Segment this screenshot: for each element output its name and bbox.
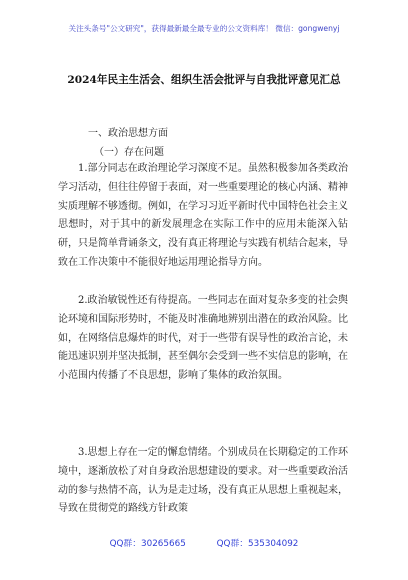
paragraph-3: 3.思想上存在一定的懈怠情绪。个别成员在长期稳定的工作环境中，逐渐放松了对自身政治思想建设的要求。对一些重要政治活动的参与热情不高，认为是走过场，没有真正从思想上重视起来，导致在贯彻党的路线方针政策 [58, 447, 348, 515]
paragraph-1: 1.部分同志在政治理论学习深度不足。虽然积极参加各类政治学习活动，但往往停留于表面，对一些重要理论的核心内涵、精神实质理解不够透彻。例如，在学习习近平新时代中国特色社会主义思想时，对于其中的新发展理念在实际工作中的应用未能深入钻研，只是简单背诵条文，没有真正将理论与实践有机结合起来，导致在工作决策中不能很好地运用理论指导方向。 [58, 163, 348, 268]
header-note: 关注头条号"公文研究"，获得最新最全最专业的公文资料库！ 微信：gongwenyj [68, 24, 340, 33]
section-heading: 一、政治思想方面 [88, 128, 168, 139]
sub-heading: （一）存在问题 [94, 147, 164, 158]
document-title: 2024年民主生活会、组织生活会批评与自我批评意见汇总 [67, 74, 341, 86]
footer [0, 536, 408, 549]
paragraph-2: 2.政治敏锐性还有待提高。一些同志在面对复杂多变的社会舆论环境和国际形势时，不能及时准确地辨别出潜在的政治风险。比如，在网络信息爆炸的时代，对于一些带有误导性的政治言论，未能迅速识别并坚决抵制，甚至偶尔会受到一些不实信息的影响，在小范围内传播了不良思想，影响了集体的政治氛围。 [58, 295, 348, 382]
footer-qq-group-1: QQ群：30265665 [109, 539, 186, 549]
footer-qq-group-2: QQ群：535304092 [216, 539, 299, 549]
